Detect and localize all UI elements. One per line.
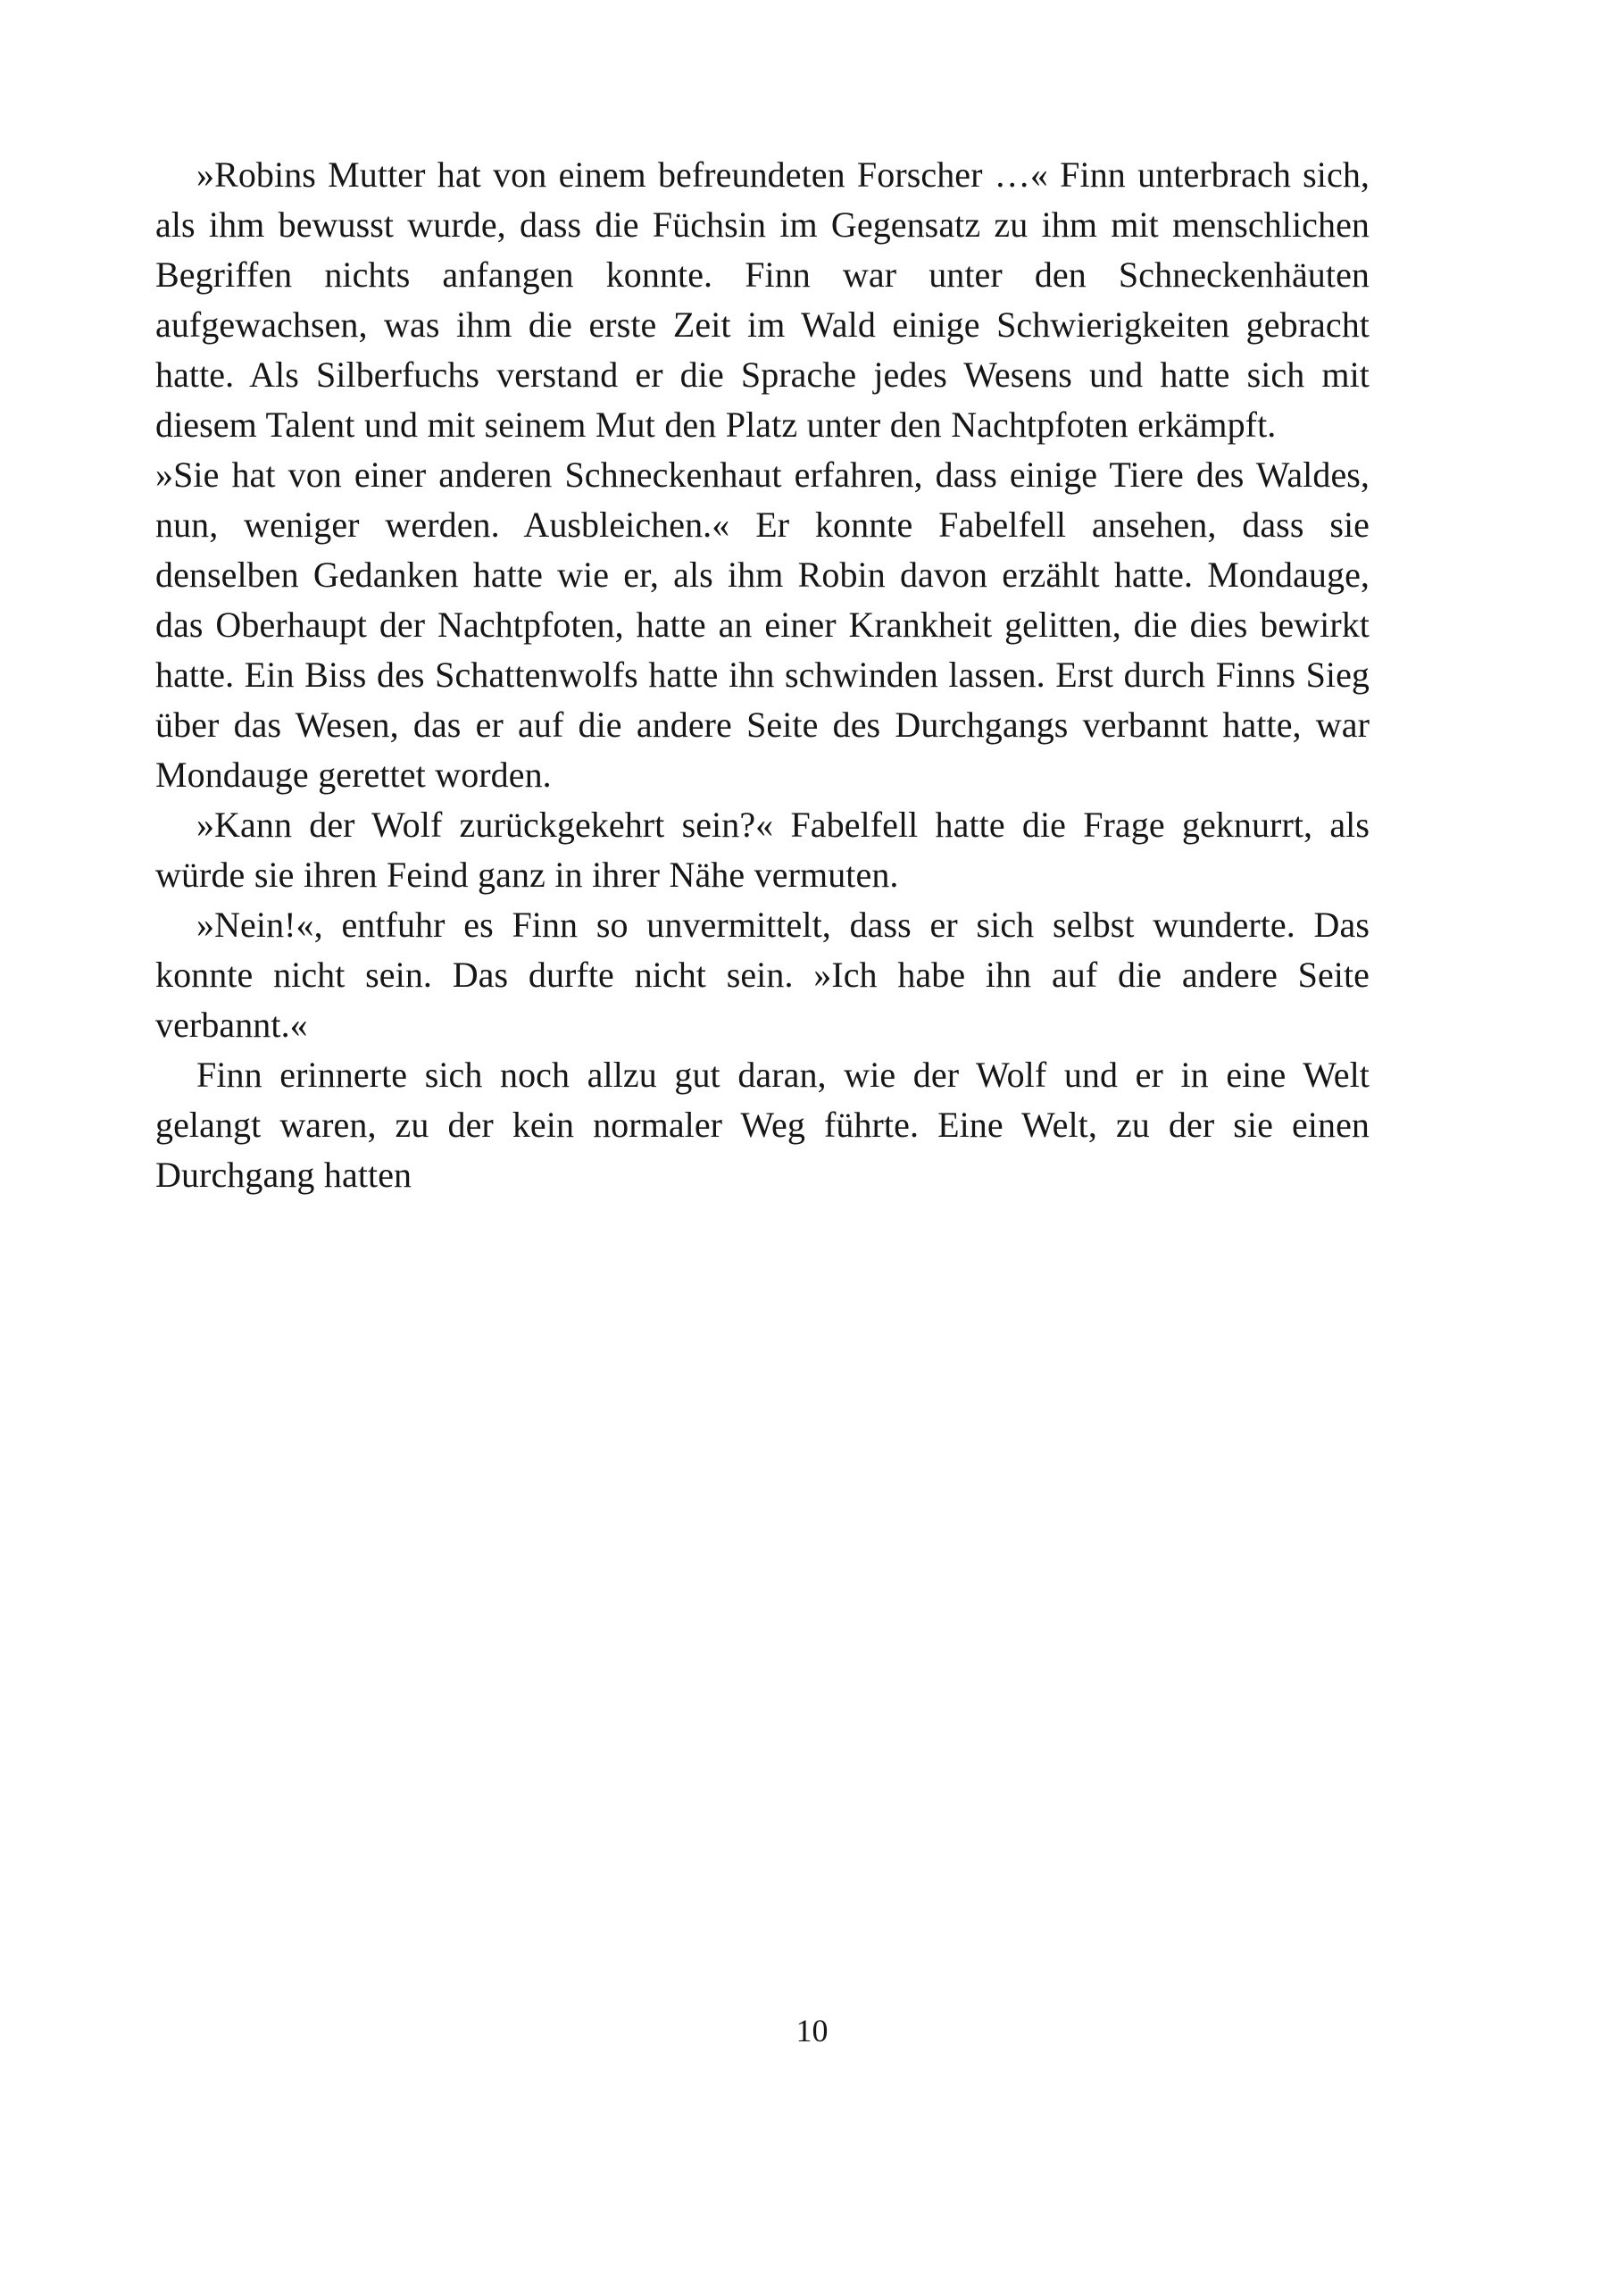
paragraph-2: »Sie hat von einer anderen Schneckenhaut erfahren, dass einige Tiere des Waldes, nun, weniger werden. Ausbleichen.« Er konnte Fabelfell ansehen, dass sie denselben Gedanken hatte wie er, als ihm Robin davon erzählt hatte. Mondauge, das Oberhaupt der Nachtpfoten, hatte an einer Krankheit gelitten, die dies bewirkt hatte. Ein Biss des Schattenwolfs hatte ihn schwinden lassen. Erst durch Finns Sieg über das Wesen, das er auf die andere Seite des Durchgangs verbannt hatte, war Mondauge gerettet worden. [155,455,1370,795]
body-text-column [155,150,1370,1200]
paragraph-5: Finn erinnerte sich noch allzu gut daran, wie der Wolf und er in eine Welt gelangt waren, zu der kein normaler Weg führte. Eine Welt, zu der sie einen Durchgang hatten [155,1055,1370,1195]
paragraph-4: »Nein!«, entfuhr es Finn so unvermittelt, dass er sich selbst wunderte. Das konnte nicht sein. Das durfte nicht sein. »Ich habe ihn auf die andere Seite verbannt.« [155,905,1370,1045]
paragraph-3: »Kann der Wolf zurückgekehrt sein?« Fabelfell hatte die Frage geknurrt, als würde sie ihren Feind ganz in ihrer Nähe vermuten. [155,805,1370,895]
paragraph-1: »Robins Mutter hat von einem befreundeten Forscher …« Finn unterbrach sich, als ihm bewusst wurde, dass die Füchsin im Gegensatz zu ihm mit menschlichen Begriffen nichts anfangen konnte. Finn war unter den Schneckenhäuten aufgewachsen, was ihm die erste Zeit im Wald einige Schwierigkeiten gebracht hatte. Als Silberfuchs verstand er die Sprache jedes Wesens und hatte sich mit diesem Talent und mit seinem Mut den Platz unter den Nachtpfoten erkämpft. [155,154,1370,445]
page-number: 10 [795,2013,829,2049]
